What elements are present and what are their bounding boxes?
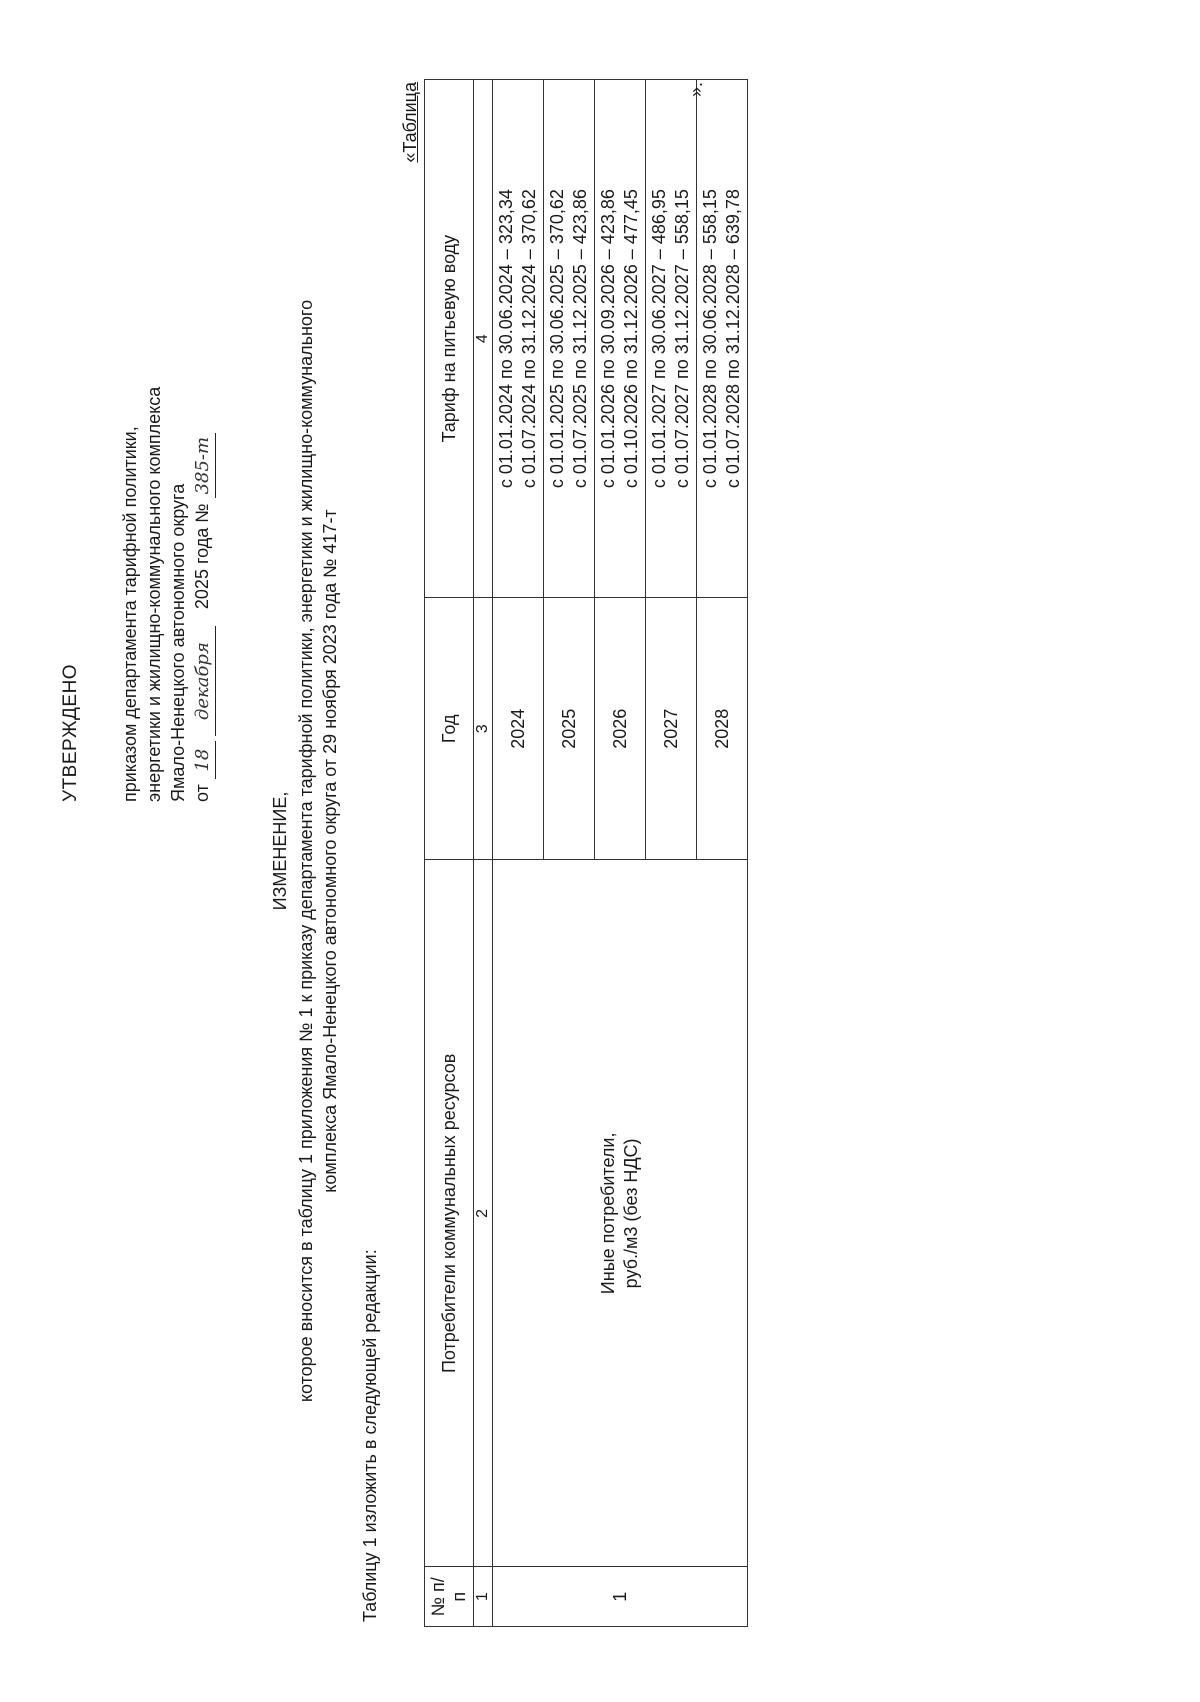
document-subject xyxy=(294,0,342,1702)
tariff-cell xyxy=(595,80,646,598)
tariff-period: с 01.01.2024 по 30.06.2024 – 323,34 xyxy=(496,189,516,489)
handwritten-month: декабря xyxy=(191,626,216,736)
tariff-period: с 01.07.2025 по 31.12.2025 – 423,86 xyxy=(570,189,590,489)
table-index-row xyxy=(474,80,493,1627)
year-cell: 2028 xyxy=(697,598,748,860)
approval-line: энергетики и жилищно-коммунального комплекса xyxy=(144,386,164,802)
header-year: Год xyxy=(425,598,474,860)
year-cell: 2026 xyxy=(595,598,646,860)
tariff-period: с 01.07.2024 по 31.12.2024 – 370,62 xyxy=(519,189,539,489)
header-tariff: Тариф на питьевую воду xyxy=(425,80,474,598)
index-cell: 2 xyxy=(474,860,493,1567)
tariff-period: с 01.07.2028 по 31.12.2028 – 639,78 xyxy=(723,189,743,489)
approval-block xyxy=(118,387,216,802)
document-title: ИЗМЕНЕНИЕ, xyxy=(270,791,290,911)
approval-title: УТВЕРЖДЕНО xyxy=(60,663,81,802)
table-row xyxy=(493,80,544,1627)
index-cell: 4 xyxy=(474,80,493,598)
tariff-table xyxy=(424,79,748,1627)
row-number-cell: 1 xyxy=(493,1567,748,1627)
consumer-cell xyxy=(493,860,748,1567)
year-cell: 2024 xyxy=(493,598,544,860)
handwritten-day: 18 xyxy=(191,741,216,779)
approval-date-line xyxy=(190,387,216,802)
intro-text: Таблицу 1 изложить в следующей редакции: xyxy=(360,1249,380,1622)
consumer-line: руб./м3 (без НДС) xyxy=(621,1138,641,1289)
header-number: № п/п xyxy=(425,1567,474,1627)
year-cell: 2025 xyxy=(544,598,595,860)
approval-line: приказом департамента тарифной политики, xyxy=(120,426,140,802)
subject-line: комплекса Ямало-Ненецкого автономного округа от 29 ноября 2023 года № 417-т xyxy=(320,509,340,1193)
tariff-period: с 01.10.2026 по 31.12.2026 – 477,45 xyxy=(621,189,641,489)
approval-line: Ямало-Ненецкого автономного округа xyxy=(168,483,188,802)
index-cell: 3 xyxy=(474,598,493,860)
tariff-period: с 01.01.2025 по 30.06.2025 – 370,62 xyxy=(547,189,567,489)
index-cell: 1 xyxy=(474,1567,493,1627)
year-cell: 2027 xyxy=(646,598,697,860)
year-text: 2025 года № xyxy=(192,503,212,610)
closing-quote: ». xyxy=(686,82,706,98)
table-header-row xyxy=(425,80,474,1627)
tariff-period: с 01.01.2026 по 30.09.2026 – 423,86 xyxy=(598,189,618,489)
header-consumer: Потребители коммунальных ресурсов xyxy=(425,860,474,1567)
tariff-period: с 01.07.2027 по 31.12.2027 – 558,15 xyxy=(672,189,692,489)
tariff-cell xyxy=(646,80,697,598)
consumer-line: Иные потребители, xyxy=(598,1132,618,1295)
tariff-period: с 01.01.2028 по 30.06.2028 – 558,15 xyxy=(700,189,720,489)
tariff-cell xyxy=(544,80,595,598)
table-label: «Таблица xyxy=(400,82,420,163)
tariff-cell xyxy=(493,80,544,598)
tariff-period: с 01.01.2027 по 30.06.2027 – 486,95 xyxy=(649,189,669,489)
handwritten-order-number: 385-т xyxy=(191,433,216,499)
subject-line: которое вносится в таблицу 1 приложения № 1 к приказу департамента тарифной политики, энергетики и жилищно-коммунального xyxy=(296,299,316,1403)
tariff-cell xyxy=(697,80,748,598)
date-prefix: от xyxy=(192,784,212,802)
